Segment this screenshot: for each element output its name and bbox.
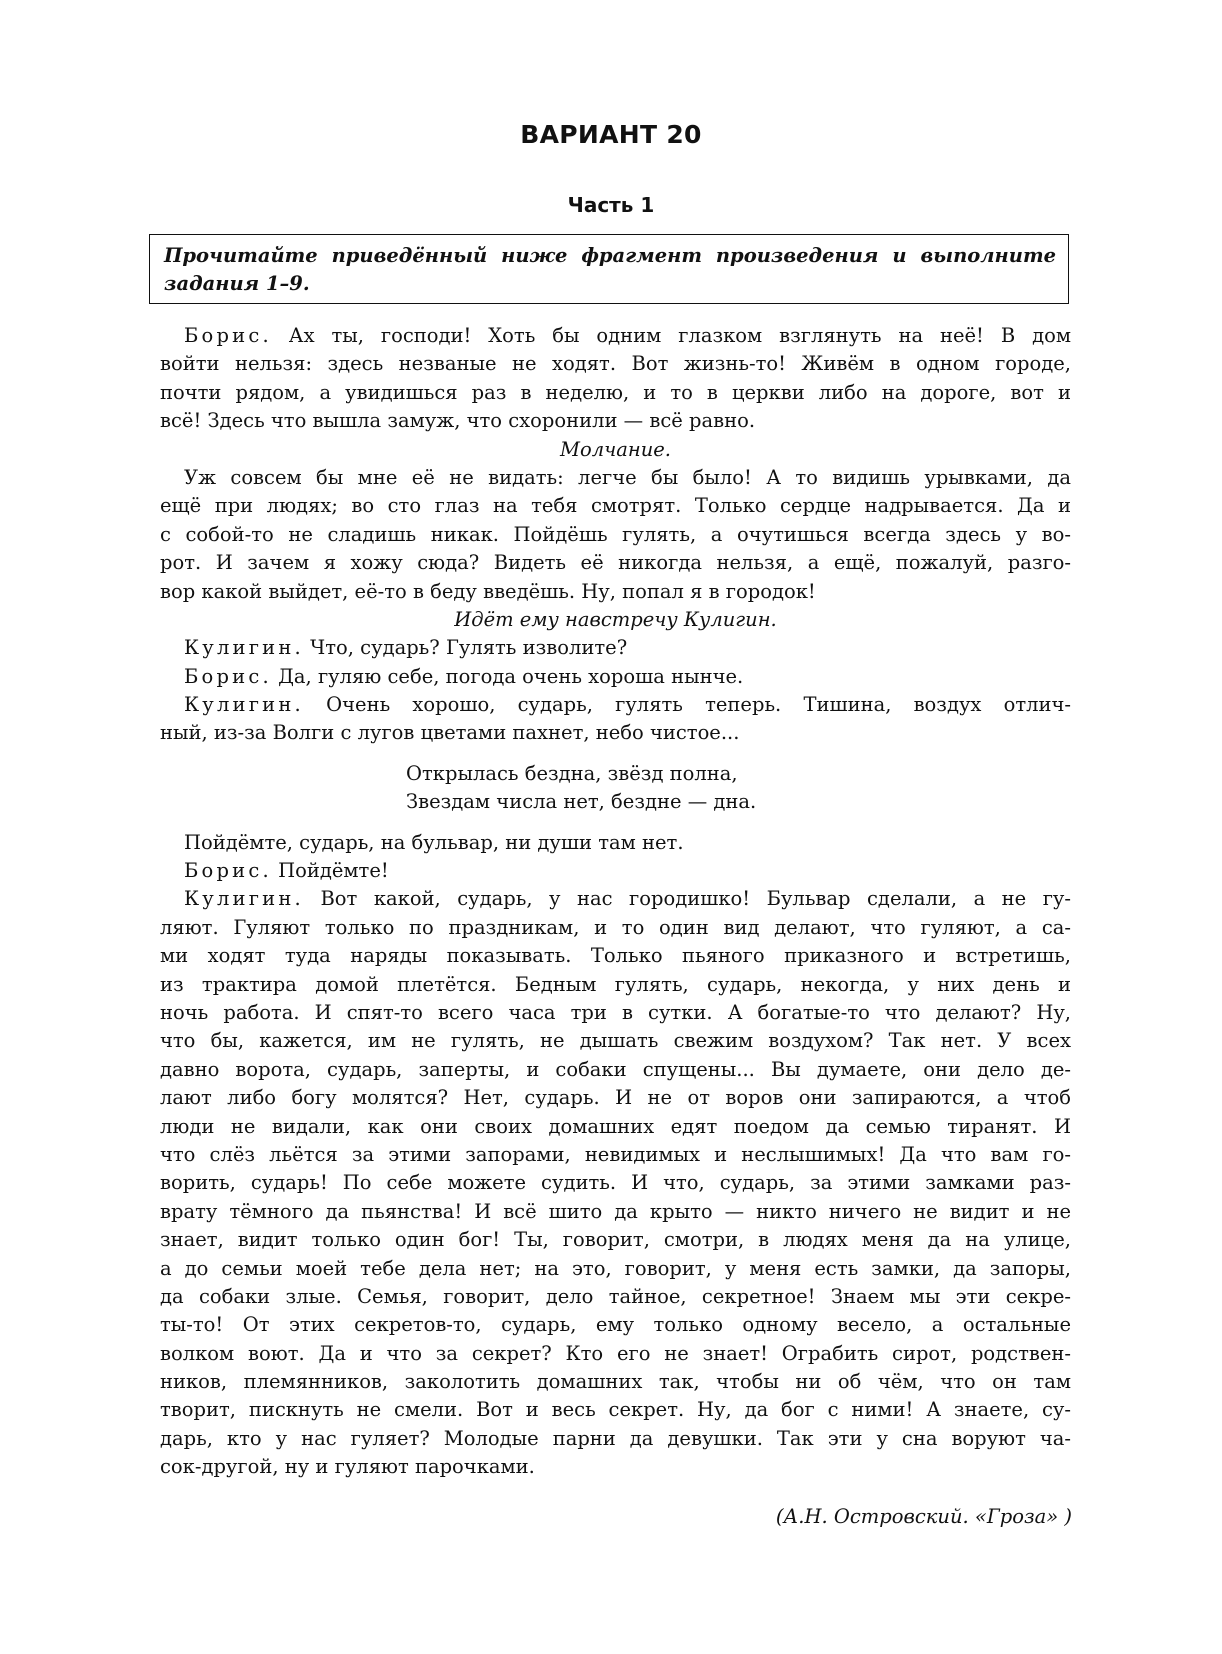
text-line: а до семьи моей тебе дела нет; на это, говорит, у меня есть замки, да запоры, — [160, 1256, 1071, 1280]
text-line: сок-другой, ну и гуляют парочками. — [160, 1455, 535, 1479]
text-line: давно ворота, сударь, заперты, и собаки спущены... Вы думаете, они дело де- — [160, 1057, 1071, 1081]
speaker-name: Кулигин. — [184, 693, 304, 717]
text-line: врату тёмного да пьянства! И всё шито да крыто — никто ничего не видит и не — [160, 1199, 1071, 1223]
verse-line: Открылась бездна, звёзд полна, — [406, 761, 738, 785]
text-line: Борис. Пойдёмте! — [184, 859, 389, 883]
source-citation: (А.Н. Островский. «Гроза» ) — [775, 1505, 1072, 1528]
text-line: ты-то! От этих секретов-то, сударь, ему только одному весело, а остальные — [160, 1313, 1071, 1337]
text-line: что бы, кажется, им не гулять, не дышать свежим воздухом? Так нет. У всех — [160, 1029, 1071, 1053]
text-line: вор какой выйдет, её-то в беду введёшь. Ну, попал я в городок! — [160, 579, 816, 603]
text-line: Борис. Да, гуляю себе, погода очень хороша нынче. — [184, 664, 744, 688]
variant-title: ВАРИАНТ 20 — [520, 120, 702, 149]
text-line: Пойдёмте, сударь, на бульвар, ни души там нет. — [184, 830, 684, 854]
verse-line: Звездам числа нет, бездне — дна. — [406, 790, 757, 814]
speaker-name: Кулигин. — [184, 636, 304, 660]
text-line: войти нельзя: здесь незваные не ходят. Вот жизнь-то! Живём в одном городе, — [160, 352, 1071, 376]
text-line: ный, из-за Волги с лугов цветами пахнет, небо чистое... — [160, 721, 740, 745]
speaker-name: Борис. — [184, 664, 272, 688]
part-heading: Часть 1 — [567, 193, 655, 217]
text-line: творит, пискнуть не смели. Вот и весь секрет. Ну, да бог с ними! А знаете, су- — [160, 1398, 1071, 1422]
text-line: Уж совсем бы мне её не видать: легче бы было! А то видишь урывками, да — [184, 465, 1071, 489]
text-line: Кулигин. Очень хорошо, сударь, гулять теперь. Тишина, воздух отлич- — [184, 693, 1071, 717]
text-line: ми ходят туда наряды показывать. Только пьяного приказного и встретишь, — [160, 944, 1071, 968]
text-line: дарь, кто у нас гуляет? Молодые парни да девушки. Так эти у сна воруют ча- — [160, 1426, 1071, 1450]
stage-direction: Молчание. — [559, 437, 672, 461]
instruction-text: Прочитайте приведённый ниже фрагмент произведения и выполните задания 1–9. — [164, 244, 1056, 295]
text-line: волком воют. Да и что за секрет? Кто его не знает! Ограбить сирот, родствен- — [160, 1341, 1071, 1365]
text-line: люди не видали, как они своих домашних едят поедом да семью тиранят. И — [160, 1114, 1071, 1138]
instruction-box — [149, 234, 1069, 304]
literary-excerpt — [160, 322, 1071, 1482]
speaker-name: Кулигин. — [184, 887, 304, 911]
text-line: да собаки злые. Семья, говорит, дело тайное, секретное! Знаем мы эти секре- — [160, 1284, 1071, 1308]
text-line: Борис. Ах ты, господи! Хоть бы одним глазком взглянуть на неё! В дом — [184, 324, 1071, 347]
text-line: ещё при людях; во сто глаз на тебя смотрят. Только сердце надрывается. Да и — [160, 494, 1071, 518]
text-line: с собой-то не сладишь никак. Пойдёшь гулять, а очутишься всегда здесь у во- — [160, 522, 1071, 546]
text-line: ворить, сударь! По себе можете судить. И что, сударь, за этими замками раз- — [160, 1171, 1071, 1195]
text-line: что слёз льётся за этими запорами, невидимых и неслышимых! Да что вам го- — [160, 1142, 1071, 1166]
text-line: лают либо богу молятся? Нет, сударь. И не от воров они запираются, а чтоб — [160, 1086, 1071, 1110]
text-line: ляют. Гуляют только по праздникам, и то один вид делают, что гуляют, а са- — [160, 915, 1071, 939]
text-line: Кулигин. Что, сударь? Гулять изволите? — [184, 636, 628, 660]
text-line: знает, видит только один бог! Ты, говорит, смотри, в людях меня да на улице, — [160, 1228, 1071, 1252]
speaker-name: Борис. — [184, 324, 272, 347]
text-line: из трактира домой плетётся. Бедным гулять, сударь, некогда, у них день и — [160, 972, 1071, 996]
text-line: ночь работа. И спят-то всего часа три в сутки. А богатые-то что делают? Ну, — [160, 1000, 1071, 1024]
text-line: ников, племянников, заколотить домашних так, чтобы ни об чём, что он там — [160, 1370, 1071, 1394]
stage-direction: Идёт ему навстречу Кулигин. — [454, 607, 777, 631]
speaker-name: Борис. — [184, 859, 272, 883]
text-line: рот. И зачем я хожу сюда? Видеть её никогда нельзя, а ещё, пожалуй, разго- — [160, 551, 1071, 575]
text-line: Кулигин. Вот какой, сударь, у нас городишко! Бульвар сделали, а не гу- — [184, 887, 1071, 911]
text-line: почти рядом, а увидишься раз в неделю, и то в церкви либо на дороге, вот и — [160, 380, 1071, 404]
text-line: всё! Здесь что вышла замуж, что схоронили — всё равно. — [160, 409, 756, 433]
